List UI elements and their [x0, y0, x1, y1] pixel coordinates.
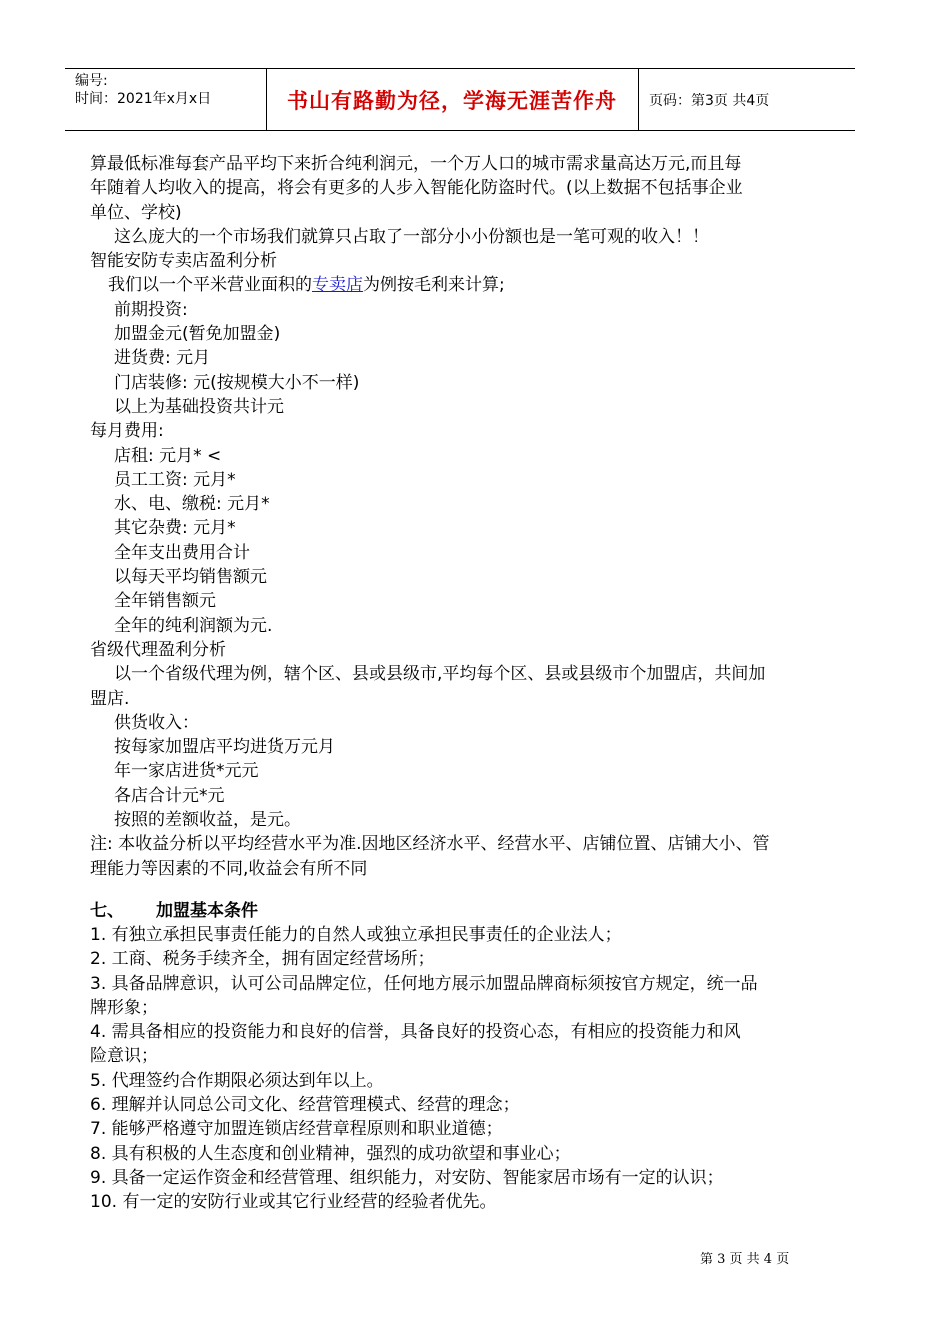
- text-span: 我们以一个平米营业面积的: [108, 275, 312, 296]
- paragraph-line: 盟店.: [90, 688, 130, 709]
- paragraph-line: 年随着人均收入的提高，将会有更多的人步入智能化防盗时代。(以上数据不包括事企业: [90, 178, 743, 199]
- subheading-store-profit: 智能安防专卖店盈利分析: [90, 251, 277, 272]
- paragraph-line: 算最低标准每套产品平均下来折合纯利润元，一个万人口的城市需求量高达万元,而且每: [90, 154, 742, 174]
- store-link[interactable]: 专卖店: [312, 275, 363, 296]
- list-item: 以每天平均销售额元: [114, 567, 267, 588]
- condition-item: 10. 有一定的安防行业或其它行业经营的经验者优先。: [90, 1192, 497, 1213]
- paragraph-line: 单位、学校): [90, 202, 182, 223]
- condition-item: 8. 具有积极的人生态度和创业精神，强烈的成功欲望和事业心；: [90, 1143, 571, 1164]
- condition-item: 7. 能够严格遵守加盟连锁店经营章程原则和职业道德；: [90, 1119, 503, 1140]
- list-item: 各店合计元*元: [114, 785, 225, 806]
- page-header: [65, 68, 855, 131]
- doc-time: 时间：2021年x月x日: [75, 91, 212, 107]
- condition-item: 险意识；: [90, 1046, 158, 1067]
- condition-item: 9. 具备一定运作资金和经营管理、组织能力，对安防、智能家居市场有一定的认识；: [90, 1167, 724, 1188]
- list-item: 门店装修: 元(按规模大小不一样): [114, 372, 360, 393]
- list-item: 按照的差额收益，是元。: [114, 810, 301, 831]
- doc-number: 编号:: [75, 73, 108, 89]
- list-item: 按每家加盟店平均进货万元月: [114, 737, 335, 758]
- section-number: 七、: [90, 900, 124, 921]
- list-item: 前期投资:: [114, 299, 188, 320]
- list-item: 加盟金元(暂免加盟金): [114, 324, 281, 345]
- paragraph-line: 以一个省级代理为例，辖个区、县或县级市,平均每个区、县或县级市个加盟店，共间加: [114, 664, 766, 685]
- note-line: 理能力等因素的不同,收益会有所不同: [90, 858, 368, 879]
- condition-item: 3. 具备品牌意识，认可公司品牌定位，任何地方展示加盟品牌商标须按官方规定，统一品: [90, 973, 758, 994]
- list-item: 进货费: 元月: [114, 348, 211, 369]
- section-title: 加盟基本条件: [156, 900, 258, 921]
- list-item: 员工工资: 元月*: [114, 469, 236, 490]
- section-heading: [90, 899, 835, 923]
- list-item: 其它杂费: 元月*: [114, 518, 236, 539]
- text-span: 为例按毛利来计算;: [363, 275, 505, 296]
- condition-item: 5. 代理签约合作期限必须达到年以上。: [90, 1070, 384, 1091]
- condition-item: 2. 工商、税务手续齐全，拥有固定经营场所；: [90, 949, 435, 970]
- header-motto: 书山有路勤为径，学海无涯苦作舟: [287, 88, 617, 113]
- paragraph-line: 这么庞大的一个市场我们就算只占取了一部分小小份额也是一笔可观的收入！！: [114, 226, 709, 247]
- condition-item: 6. 理解并认同总公司文化、经营管理模式、经营的理念；: [90, 1094, 520, 1115]
- list-item: 全年销售额元: [114, 591, 216, 612]
- condition-item: 1. 有独立承担民事责任能力的自然人或独立承担民事责任的企业法人；: [90, 924, 622, 945]
- list-item: 供货收入：: [114, 712, 199, 733]
- paragraph-line: [90, 273, 835, 297]
- list-item: 水、电、缴税: 元月*: [114, 494, 270, 515]
- header-page-number: 页码：第3页 共4页: [649, 92, 770, 109]
- document-body: [90, 152, 835, 1214]
- page-footer: 第 3 页 共 4 页: [700, 1252, 790, 1267]
- list-item: 全年的纯利润额为元.: [114, 615, 273, 636]
- subheading-agent-profit: 省级代理盈利分析: [90, 639, 226, 660]
- condition-item: 4. 需具备相应的投资能力和良好的信誉，具备良好的投资心态，有相应的投资能力和风: [90, 1022, 741, 1043]
- subheading-monthly: 每月费用:: [90, 421, 164, 442]
- list-item: 全年支出费用合计: [114, 542, 250, 563]
- list-item: 店租: 元月* <: [114, 445, 222, 466]
- list-item: 以上为基础投资共计元: [114, 396, 284, 417]
- list-item: 年一家店进货*元元: [114, 761, 259, 782]
- condition-item: 牌形象；: [90, 997, 158, 1018]
- note-line: 注: 本收益分析以平均经营水平为准.因地区经济水平、经营水平、店铺位置、店铺大小、管: [90, 834, 770, 855]
